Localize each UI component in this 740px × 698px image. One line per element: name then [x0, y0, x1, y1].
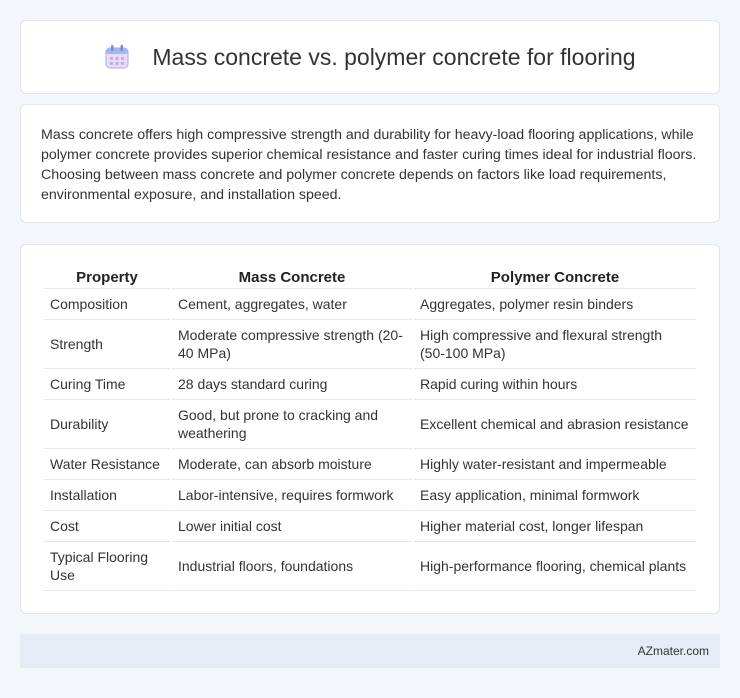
polymer-concrete-cell: Higher material cost, longer lifespan [414, 511, 696, 542]
column-header-mass-concrete: Mass Concrete [172, 265, 412, 289]
mass-concrete-cell: Cement, aggregates, water [172, 289, 412, 320]
mass-concrete-cell: Labor-intensive, requires formwork [172, 480, 412, 511]
column-header-polymer-concrete: Polymer Concrete [414, 265, 696, 289]
mass-concrete-cell: 28 days standard curing [172, 369, 412, 400]
mass-concrete-cell: Moderate, can absorb moisture [172, 449, 412, 480]
property-cell: Composition [44, 289, 170, 320]
table-header-row [44, 265, 696, 289]
polymer-concrete-cell: Excellent chemical and abrasion resistance [414, 400, 696, 449]
polymer-concrete-cell: Rapid curing within hours [414, 369, 696, 400]
column-header-property: Property [44, 265, 170, 289]
intro-text: Mass concrete offers high compressive strength and durability for heavy-load flooring applications, while polymer concrete provides superior chemical resistance and faster curing times ideal for industrial floors. Choosing between mass concrete and polymer concrete depends on factors like load requirements, environmental exposure, and installation speed. [41, 127, 697, 203]
mass-concrete-cell: Good, but prone to cracking and weathering [172, 400, 412, 449]
property-cell: Typical Flooring Use [44, 542, 170, 591]
mass-concrete-cell: Industrial floors, foundations [172, 542, 412, 591]
table-row [44, 320, 696, 369]
property-cell: Durability [44, 400, 170, 449]
property-cell: Water Resistance [44, 449, 170, 480]
polymer-concrete-cell: Highly water-resistant and impermeable [414, 449, 696, 480]
footer-brand: AZmater.com [637, 644, 709, 658]
table-row [44, 511, 696, 542]
table-row [44, 400, 696, 449]
property-cell: Cost [44, 511, 170, 542]
mass-concrete-cell: Lower initial cost [172, 511, 412, 542]
table-row [44, 369, 696, 400]
polymer-concrete-cell: Easy application, minimal formwork [414, 480, 696, 511]
property-cell: Installation [44, 480, 170, 511]
footer [20, 634, 720, 668]
comparison-table-card [20, 244, 720, 614]
property-cell: Strength [44, 320, 170, 369]
table-row [44, 289, 696, 320]
table-row [44, 449, 696, 480]
comparison-table [42, 265, 698, 591]
polymer-concrete-cell: High-performance flooring, chemical plants [414, 542, 696, 591]
polymer-concrete-cell: High compressive and flexural strength (50-100 MPa) [414, 320, 696, 369]
property-cell: Curing Time [44, 369, 170, 400]
mass-concrete-cell: Moderate compressive strength (20-40 MPa) [172, 320, 412, 369]
intro-card [20, 104, 720, 223]
calendar-icon [104, 44, 130, 70]
page-title: Mass concrete vs. polymer concrete for flooring [152, 43, 636, 70]
title-card [20, 20, 720, 94]
table-row [44, 480, 696, 511]
polymer-concrete-cell: Aggregates, polymer resin binders [414, 289, 696, 320]
table-row [44, 542, 696, 591]
